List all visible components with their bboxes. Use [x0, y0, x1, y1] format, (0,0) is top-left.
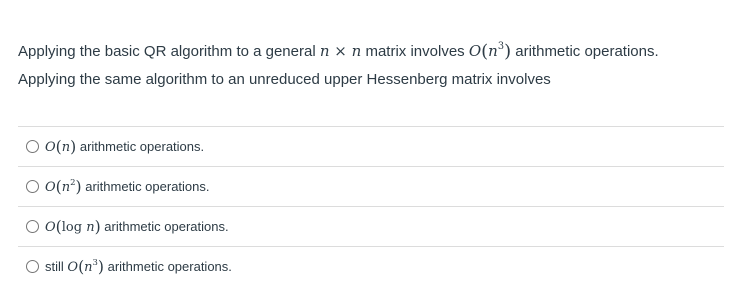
- radio-button[interactable]: [26, 260, 39, 273]
- math-n: n: [319, 42, 330, 60]
- question-prompt: [18, 0, 724, 94]
- math-log: log: [61, 219, 87, 235]
- answer-label[interactable]: $O(n^2)$ arithmetic operations.: [45, 176, 210, 196]
- quiz-question: [18, 0, 724, 276]
- answer-label[interactable]: O(n) arithmetic operations.: [45, 137, 205, 156]
- math-big-o: O: [45, 139, 56, 155]
- question-text: arithmetic operations.: [511, 43, 659, 60]
- radio-button[interactable]: [26, 220, 39, 233]
- question-line-2: Applying the same algorithm to an unreduced upper Hessenberg matrix involves: [18, 71, 551, 88]
- math-exponent: 3: [497, 41, 505, 53]
- answer-list: [18, 126, 724, 286]
- math-big-o: O: [468, 42, 482, 60]
- answer-option[interactable]: [18, 247, 724, 286]
- math-big-o: O: [45, 219, 56, 235]
- answer-label[interactable]: still $O(n^3)$ arithmetic operations.: [45, 256, 232, 276]
- answer-option[interactable]: [18, 207, 724, 247]
- math-n: n: [84, 259, 93, 275]
- math-exponent: 2: [70, 176, 76, 187]
- math-n: n: [351, 42, 362, 60]
- math-big-o: O: [67, 259, 79, 275]
- math-big-o: O: [45, 179, 56, 195]
- math-times: ×: [329, 42, 352, 60]
- answer-option[interactable]: [18, 127, 724, 167]
- radio-button[interactable]: [26, 140, 39, 153]
- question-text: Applying the basic QR algorithm to a general: [18, 43, 320, 60]
- math-exponent: 3: [92, 256, 98, 267]
- answer-label[interactable]: O(log n) arithmetic operations.: [45, 217, 229, 236]
- math-n: n: [61, 139, 71, 155]
- question-line-1: Applying the basic QR algorithm to a general n × n matrix involves $O(n^3)$ arithmetic operations.: [18, 41, 659, 62]
- answer-option[interactable]: [18, 167, 724, 207]
- math-n: n: [86, 219, 95, 235]
- question-text: matrix involves: [361, 43, 469, 60]
- math-n: n: [61, 179, 71, 195]
- math-n: n: [488, 42, 498, 60]
- radio-button[interactable]: [26, 180, 39, 193]
